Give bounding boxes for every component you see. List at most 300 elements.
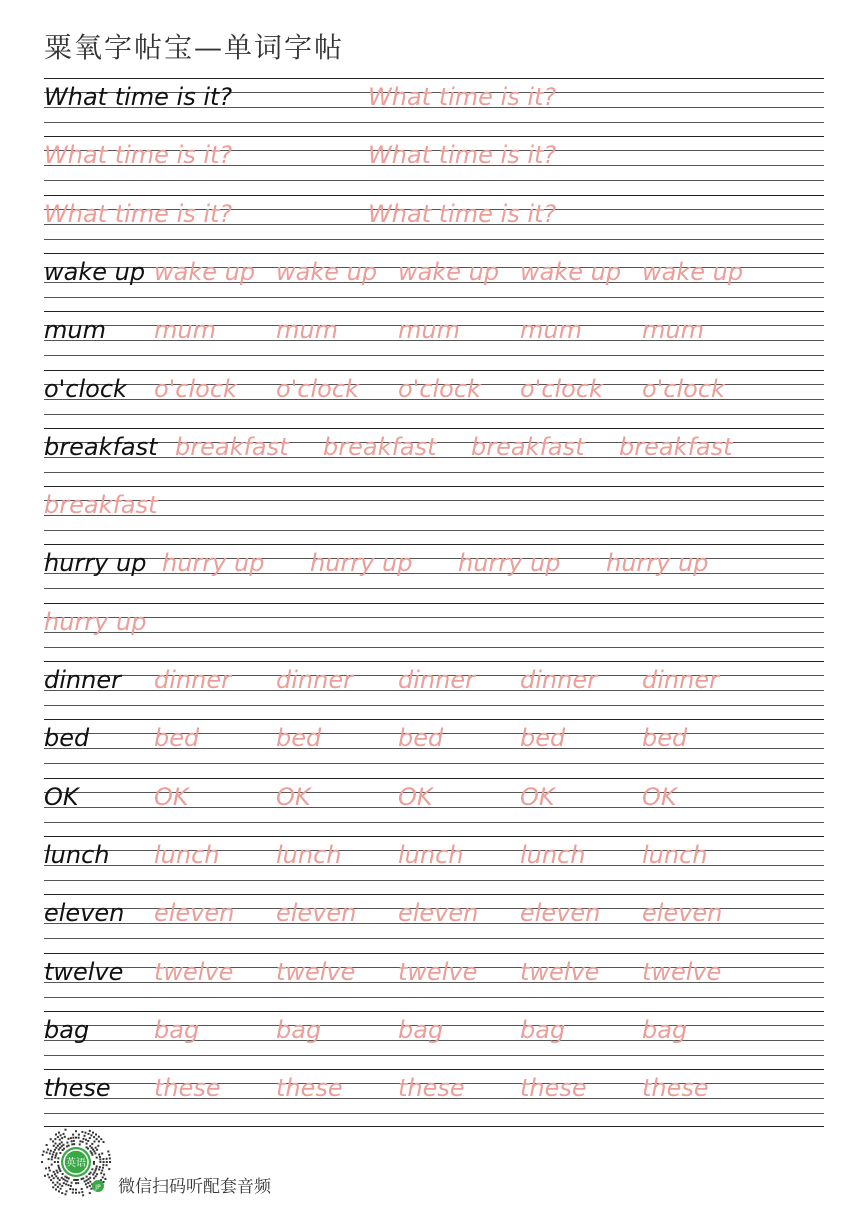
qr-module bbox=[60, 1134, 62, 1136]
qr-module bbox=[93, 1177, 95, 1179]
qr-module bbox=[82, 1177, 84, 1179]
guide-line bbox=[44, 544, 824, 545]
trace-word: dinner bbox=[154, 666, 231, 694]
guide-line bbox=[44, 588, 824, 589]
qr-module bbox=[66, 1142, 68, 1144]
qr-module bbox=[57, 1172, 59, 1174]
model-word: these bbox=[44, 1074, 111, 1103]
trace-word: dinner bbox=[398, 666, 475, 694]
qr-module bbox=[95, 1134, 97, 1136]
guide-line bbox=[44, 1069, 824, 1070]
qr-module bbox=[64, 1176, 66, 1178]
qr-module bbox=[59, 1168, 61, 1170]
qr-module bbox=[59, 1179, 61, 1181]
qr-module bbox=[89, 1137, 91, 1139]
qr-module bbox=[51, 1164, 53, 1166]
qr-module bbox=[92, 1174, 94, 1176]
qr-module bbox=[75, 1130, 77, 1132]
qr-module bbox=[72, 1134, 74, 1136]
qr-module bbox=[52, 1140, 54, 1142]
qr-module bbox=[57, 1161, 59, 1163]
qr-module bbox=[85, 1183, 87, 1185]
practice-row bbox=[44, 78, 824, 136]
qr-module bbox=[103, 1174, 105, 1176]
qr-code-icon[interactable] bbox=[40, 1128, 112, 1200]
practice-row bbox=[44, 719, 824, 777]
qr-module bbox=[44, 1175, 46, 1177]
practice-row bbox=[44, 603, 824, 661]
guide-line bbox=[44, 880, 824, 881]
trace-word: OK bbox=[520, 782, 555, 811]
guide-line bbox=[44, 530, 824, 531]
qr-module bbox=[58, 1167, 60, 1169]
guide-line bbox=[44, 428, 824, 429]
qr-module bbox=[84, 1135, 86, 1137]
qr-module bbox=[63, 1144, 65, 1146]
qr-module bbox=[50, 1138, 52, 1140]
practice-row bbox=[44, 836, 824, 894]
qr-module bbox=[57, 1165, 59, 1167]
practice-row bbox=[44, 311, 824, 369]
qr-module bbox=[59, 1152, 61, 1154]
qr-module bbox=[54, 1173, 56, 1175]
qr-module bbox=[61, 1137, 63, 1139]
guide-line bbox=[44, 472, 824, 473]
practice-row bbox=[44, 1011, 824, 1069]
qr-module bbox=[79, 1140, 81, 1142]
qr-module bbox=[71, 1143, 73, 1145]
guide-line bbox=[44, 938, 824, 939]
qr-module bbox=[75, 1182, 77, 1184]
qr-module bbox=[56, 1152, 58, 1154]
qr-module bbox=[57, 1182, 59, 1184]
guide-line bbox=[44, 822, 824, 823]
guide-line bbox=[44, 370, 824, 371]
qr-module bbox=[100, 1138, 102, 1140]
model-word: bed bbox=[44, 724, 90, 753]
qr-module bbox=[50, 1150, 52, 1152]
qr-module bbox=[41, 1161, 43, 1163]
qr-module bbox=[91, 1143, 93, 1145]
model-word: twelve bbox=[44, 957, 124, 986]
qr-module bbox=[92, 1132, 94, 1134]
qr-module bbox=[90, 1188, 92, 1190]
qr-module bbox=[72, 1188, 74, 1190]
qr-module bbox=[108, 1168, 110, 1170]
trace-word: twelve bbox=[642, 957, 722, 986]
guide-line bbox=[44, 78, 824, 79]
guide-line bbox=[44, 1055, 824, 1056]
practice-row bbox=[44, 953, 824, 1011]
trace-word: these bbox=[398, 1074, 465, 1103]
guide-line bbox=[44, 705, 824, 706]
trace-word: OK bbox=[398, 782, 433, 811]
qr-module bbox=[61, 1192, 63, 1194]
trace-word: bag bbox=[154, 1015, 200, 1044]
trace-word: twelve bbox=[520, 957, 600, 986]
qr-module bbox=[71, 1182, 73, 1184]
trace-word: hurry up bbox=[606, 549, 709, 578]
model-word: breakfast bbox=[44, 432, 158, 461]
qr-module bbox=[98, 1154, 100, 1156]
trace-word: wake up bbox=[154, 257, 256, 286]
model-word: eleven bbox=[44, 899, 125, 928]
practice-row bbox=[44, 370, 824, 428]
qr-module bbox=[51, 1175, 53, 1177]
qr-module bbox=[72, 1192, 74, 1194]
guide-line bbox=[44, 632, 824, 633]
qr-module bbox=[97, 1145, 99, 1147]
model-word: wake up bbox=[44, 257, 146, 286]
guide-line bbox=[44, 195, 824, 196]
guide-line bbox=[44, 603, 824, 604]
qr-module bbox=[87, 1140, 89, 1142]
qr-module bbox=[75, 1137, 77, 1139]
qr-module bbox=[55, 1143, 57, 1145]
guide-line bbox=[44, 997, 824, 998]
trace-word: hurry up bbox=[44, 607, 147, 636]
qr-module bbox=[99, 1166, 101, 1168]
trace-word: What time is it? bbox=[44, 199, 233, 228]
qr-module bbox=[107, 1151, 109, 1153]
qr-module bbox=[63, 1182, 65, 1184]
qr-module bbox=[68, 1184, 70, 1186]
trace-word: What time is it? bbox=[368, 199, 557, 228]
qr-module bbox=[46, 1152, 48, 1154]
guide-line bbox=[44, 647, 824, 648]
qr-module bbox=[58, 1132, 60, 1134]
qr-module bbox=[95, 1147, 97, 1149]
trace-word: bed bbox=[642, 724, 688, 753]
qr-module bbox=[85, 1132, 87, 1134]
model-word: lunch bbox=[44, 840, 110, 869]
guide-line bbox=[44, 1011, 824, 1012]
trace-word: hurry up bbox=[162, 549, 265, 578]
qr-module bbox=[91, 1154, 93, 1156]
qr-module bbox=[48, 1176, 50, 1178]
qr-module bbox=[95, 1168, 97, 1170]
guide-line bbox=[44, 136, 824, 137]
trace-word: these bbox=[276, 1074, 343, 1103]
guide-line bbox=[44, 180, 824, 181]
trace-word: OK bbox=[154, 782, 189, 811]
qr-module bbox=[73, 1179, 75, 1181]
qr-module bbox=[89, 1181, 91, 1183]
trace-word: twelve bbox=[154, 957, 234, 986]
trace-word: these bbox=[642, 1074, 709, 1103]
qr-module bbox=[45, 1167, 47, 1169]
qr-module bbox=[86, 1186, 88, 1188]
trace-word: mum bbox=[520, 316, 582, 345]
trace-word: bed bbox=[154, 724, 200, 753]
qr-module bbox=[47, 1174, 49, 1176]
qr-corner-label: JP bbox=[95, 1184, 101, 1191]
trace-word: bag bbox=[520, 1015, 566, 1044]
trace-word: eleven bbox=[276, 899, 357, 928]
qr-module bbox=[66, 1145, 68, 1147]
qr-module bbox=[53, 1145, 55, 1147]
qr-module bbox=[78, 1134, 80, 1136]
qr-module bbox=[94, 1152, 96, 1154]
trace-word: lunch bbox=[398, 840, 464, 869]
trace-word: lunch bbox=[520, 840, 586, 869]
qr-module bbox=[78, 1192, 80, 1194]
guide-line bbox=[44, 486, 824, 487]
qr-module bbox=[70, 1185, 72, 1187]
qr-module bbox=[64, 1179, 66, 1181]
guide-line bbox=[44, 253, 824, 254]
qr-module bbox=[73, 1140, 75, 1142]
qr-module bbox=[81, 1188, 83, 1190]
qr-module bbox=[66, 1190, 68, 1192]
qr-module bbox=[88, 1133, 90, 1135]
qr-module bbox=[109, 1161, 111, 1163]
qr-module bbox=[43, 1151, 45, 1153]
qr-module bbox=[88, 1178, 90, 1180]
model-word: o'clock bbox=[44, 374, 127, 403]
qr-module bbox=[59, 1143, 61, 1145]
qr-module bbox=[96, 1149, 98, 1151]
guide-line bbox=[44, 311, 824, 312]
qr-module bbox=[92, 1149, 94, 1151]
qr-module bbox=[51, 1158, 53, 1160]
qr-module bbox=[75, 1179, 77, 1181]
guide-line bbox=[44, 763, 824, 764]
practice-row bbox=[44, 428, 824, 486]
page-title: 粟氧字帖宝—单词字帖 bbox=[44, 31, 345, 64]
qr-module bbox=[99, 1161, 101, 1163]
qr-module bbox=[103, 1161, 105, 1163]
qr-module bbox=[59, 1139, 61, 1141]
trace-word: eleven bbox=[642, 899, 723, 928]
trace-word: dinner bbox=[276, 666, 353, 694]
qr-module bbox=[102, 1167, 104, 1169]
qr-module bbox=[109, 1157, 111, 1159]
qr-module bbox=[63, 1148, 65, 1150]
qr-module bbox=[96, 1165, 98, 1167]
qr-module bbox=[55, 1189, 57, 1191]
trace-word: bag bbox=[398, 1015, 444, 1044]
trace-word: o'clock bbox=[398, 374, 481, 403]
qr-module bbox=[103, 1141, 105, 1143]
footer bbox=[40, 1126, 340, 1202]
qr-module bbox=[84, 1180, 86, 1182]
qr-module bbox=[98, 1169, 100, 1171]
qr-module bbox=[49, 1153, 51, 1155]
trace-word: o'clock bbox=[642, 374, 725, 403]
trace-word: dinner bbox=[520, 666, 597, 694]
qr-module bbox=[83, 1138, 85, 1140]
qr-module bbox=[65, 1129, 67, 1131]
qr-module bbox=[53, 1151, 55, 1153]
qr-module bbox=[46, 1144, 48, 1146]
qr-module bbox=[78, 1137, 80, 1139]
qr-module bbox=[87, 1148, 89, 1150]
qr-module bbox=[63, 1133, 65, 1135]
qr-module bbox=[68, 1138, 70, 1140]
trace-word: OK bbox=[642, 782, 677, 811]
guide-line bbox=[44, 297, 824, 298]
qr-module bbox=[82, 1141, 84, 1143]
trace-word: o'clock bbox=[154, 374, 237, 403]
qr-module bbox=[102, 1164, 104, 1166]
guide-line bbox=[44, 894, 824, 895]
practice-row bbox=[44, 778, 824, 836]
guide-line bbox=[44, 122, 824, 123]
qr-module bbox=[101, 1153, 103, 1155]
trace-word: bag bbox=[276, 1015, 322, 1044]
trace-word: bag bbox=[642, 1015, 688, 1044]
guide-line bbox=[44, 719, 824, 720]
qr-module bbox=[90, 1134, 92, 1136]
qr-module bbox=[55, 1175, 57, 1177]
trace-word: bed bbox=[520, 724, 566, 753]
trace-word: dinner bbox=[642, 666, 719, 694]
qr-module bbox=[69, 1188, 71, 1190]
model-word: What time is it? bbox=[44, 83, 233, 111]
qr-module bbox=[60, 1188, 62, 1190]
qr-module bbox=[47, 1149, 49, 1151]
qr-module bbox=[54, 1184, 56, 1186]
trace-word: eleven bbox=[154, 899, 235, 928]
qr-module bbox=[55, 1134, 57, 1136]
qr-module bbox=[75, 1192, 77, 1194]
qr-module bbox=[54, 1161, 56, 1163]
qr-module bbox=[70, 1137, 72, 1139]
qr-module bbox=[89, 1185, 91, 1187]
trace-word: breakfast bbox=[44, 491, 158, 520]
trace-word: o'clock bbox=[520, 374, 603, 403]
practice-row bbox=[44, 195, 824, 253]
qr-module bbox=[73, 1143, 75, 1145]
qr-module bbox=[82, 1194, 84, 1196]
qr-module bbox=[61, 1185, 63, 1187]
qr-module bbox=[86, 1143, 88, 1145]
qr-module bbox=[61, 1177, 63, 1179]
qr-module bbox=[58, 1149, 60, 1151]
practice-row bbox=[44, 136, 824, 194]
qr-module bbox=[81, 1178, 83, 1180]
trace-word: twelve bbox=[398, 957, 478, 986]
trace-word: breakfast bbox=[471, 432, 585, 461]
qr-module bbox=[89, 1130, 91, 1132]
qr-module bbox=[54, 1149, 56, 1151]
model-word: hurry up bbox=[44, 549, 147, 578]
qr-module bbox=[99, 1156, 101, 1158]
guide-line bbox=[44, 500, 824, 501]
trace-word: What time is it? bbox=[368, 141, 557, 170]
qr-module bbox=[81, 1191, 83, 1193]
qr-module bbox=[55, 1154, 57, 1156]
trace-word: hurry up bbox=[458, 549, 561, 578]
practice-row bbox=[44, 1069, 824, 1127]
trace-word: mum bbox=[642, 316, 704, 345]
qr-module bbox=[64, 1136, 66, 1138]
trace-word: mum bbox=[154, 316, 216, 345]
trace-word: breakfast bbox=[175, 432, 289, 461]
qr-module bbox=[57, 1145, 59, 1147]
qr-module bbox=[59, 1183, 61, 1185]
trace-word: What time is it? bbox=[368, 83, 557, 111]
footer-caption: 微信扫码听配套音频 bbox=[118, 1177, 271, 1197]
guide-line bbox=[44, 1113, 824, 1114]
practice-row bbox=[44, 894, 824, 952]
qr-module bbox=[91, 1152, 93, 1154]
qr-module bbox=[51, 1156, 53, 1158]
trace-word: lunch bbox=[154, 840, 220, 869]
practice-row bbox=[44, 486, 824, 544]
qr-module bbox=[77, 1179, 79, 1181]
qr-module bbox=[96, 1138, 98, 1140]
trace-word: wake up bbox=[398, 257, 500, 286]
qr-module bbox=[52, 1182, 54, 1184]
model-word: dinner bbox=[44, 666, 121, 694]
qr-module bbox=[53, 1171, 55, 1173]
qr-module bbox=[71, 1140, 73, 1142]
trace-word: eleven bbox=[398, 899, 479, 928]
trace-word: these bbox=[154, 1074, 221, 1103]
trace-word: hurry up bbox=[310, 549, 413, 578]
trace-word: wake up bbox=[276, 257, 378, 286]
qr-module bbox=[91, 1168, 93, 1170]
qr-module bbox=[61, 1141, 63, 1143]
qr-module bbox=[85, 1139, 87, 1141]
trace-word: eleven bbox=[520, 899, 601, 928]
qr-module bbox=[57, 1157, 59, 1159]
qr-module bbox=[57, 1177, 59, 1179]
qr-module bbox=[53, 1177, 55, 1179]
trace-word: these bbox=[520, 1074, 587, 1103]
qr-module bbox=[50, 1179, 52, 1181]
qr-module bbox=[96, 1157, 98, 1159]
qr-module bbox=[94, 1170, 96, 1172]
qr-module bbox=[93, 1172, 95, 1174]
model-word: mum bbox=[44, 316, 106, 345]
qr-module bbox=[98, 1140, 100, 1142]
qr-module bbox=[89, 1192, 91, 1194]
trace-word: o'clock bbox=[276, 374, 359, 403]
trace-word: twelve bbox=[276, 957, 356, 986]
qr-module bbox=[58, 1190, 60, 1192]
qr-module bbox=[93, 1163, 95, 1165]
qr-module bbox=[101, 1170, 103, 1172]
qr-module bbox=[75, 1189, 77, 1191]
practice-row bbox=[44, 544, 824, 602]
guide-line bbox=[44, 953, 824, 954]
qr-module bbox=[81, 1131, 83, 1133]
qr-module bbox=[93, 1136, 95, 1138]
qr-module bbox=[86, 1179, 88, 1181]
trace-word: lunch bbox=[642, 840, 708, 869]
qr-module bbox=[57, 1186, 59, 1188]
qr-module bbox=[54, 1138, 56, 1140]
trace-word: bed bbox=[276, 724, 322, 753]
trace-word: mum bbox=[398, 316, 460, 345]
qr-module bbox=[106, 1158, 108, 1160]
trace-word: wake up bbox=[642, 257, 744, 286]
qr-module bbox=[93, 1161, 95, 1163]
qr-module bbox=[108, 1154, 110, 1156]
qr-module bbox=[59, 1170, 61, 1172]
qr-module bbox=[94, 1141, 96, 1143]
qr-module bbox=[49, 1170, 51, 1172]
qr-module bbox=[48, 1167, 50, 1169]
trace-word: breakfast bbox=[323, 432, 437, 461]
qr-badge-label: 英语 bbox=[66, 1158, 86, 1169]
qr-module bbox=[48, 1158, 50, 1160]
qr-module bbox=[99, 1158, 101, 1160]
qr-module bbox=[100, 1172, 102, 1174]
